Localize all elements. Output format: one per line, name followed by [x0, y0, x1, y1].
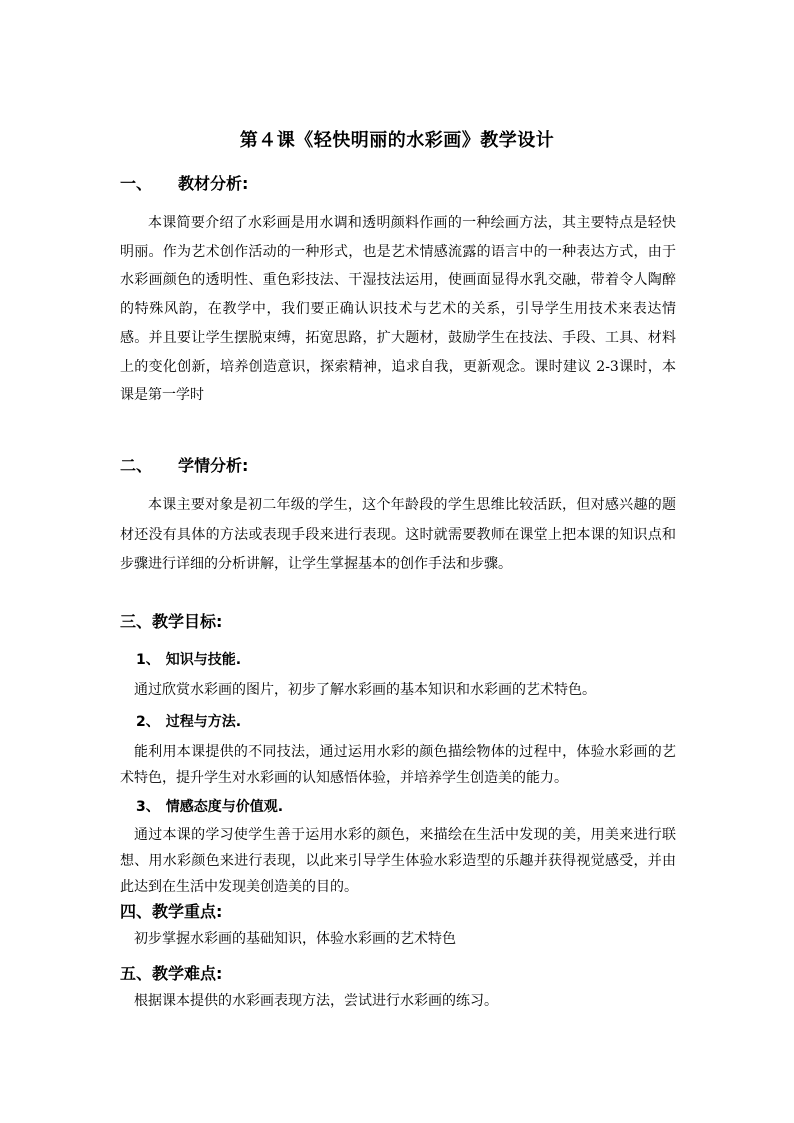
sub-number: 2、	[136, 714, 160, 730]
section-heading-teaching-goals: 三、教学目标:	[120, 612, 223, 631]
paragraph-textbook-analysis: 本课简要介绍了水彩画是用水调和透明颜料作画的一种绘画方法，其主要特点是轻快明丽。作为艺术创作活动的一种形式，也是艺术情感流露的语言中的一种表达方式，由于水彩画颜色的透明性、重色彩技法、干湿技法运用，使画面显得水乳交融，带着令人陶醉的特殊风韵，在教学中，我们要正确认识技术与艺术的关系，引导学生用技术来表达情感。并且要让学生摆脱束缚，拓宽思路，扩大题材，鼓励学生在技法、手段、工具、材料上的变化创新，培养创造意识，探索精神，追求自我，更新观念。课时建议 2-3课时，本课是第一学时	[120, 215, 676, 404]
section-title: 学情分析:	[178, 456, 249, 475]
section-heading-textbook-analysis	[120, 171, 248, 194]
sub-number: 3、	[136, 799, 160, 815]
sub-title: 知识与技能.	[165, 652, 242, 668]
section-number: 一、	[120, 174, 153, 193]
section-number: 二、	[120, 456, 153, 475]
text-knowledge-skills: 通过欣赏水彩画的图片，初步了解水彩画的基本知识和水彩画的艺术特色。	[134, 682, 596, 698]
text-emotion-values: 通过本课的学习使学生善于运用水彩的颜色，来描绘在生活中发现的美，用美来进行联想、用水彩颜色来进行表现，以此来引导学生体验水彩造型的乐趣并获得视觉感受，并由此达到在生活中发现美创造美的目的。	[120, 827, 676, 895]
subheading-process-methods	[136, 711, 241, 731]
sub-title: 过程与方法.	[165, 714, 242, 730]
text-process-methods: 能利用本课提供的不同技法，通过运用水彩的颜色描绘物体的过程中，体验水彩画的艺术特色，提升学生对水彩画的认知感悟体验，并培养学生创造美的能力。	[120, 744, 676, 786]
section-heading-student-analysis	[120, 453, 248, 476]
subheading-emotion-values	[136, 796, 283, 816]
subheading-knowledge-skills	[136, 649, 241, 669]
document-title: 第４课《轻快明丽的水彩画》教学设计	[239, 130, 555, 151]
text-key-points: 初步掌握水彩画的基础知识，体验水彩画的艺术特色	[134, 931, 456, 947]
text-difficulties: 根据课本提供的水彩画表现方法，尝试进行水彩画的练习。	[134, 993, 498, 1009]
section-title: 教材分析:	[178, 174, 249, 193]
paragraph-student-analysis: 本课主要对象是初二年级的学生，这个年龄段的学生思维比较活跃，但对感兴趣的题材还没有具体的方法或表现手段来进行表现。这时就需要教师在课堂上把本课的知识点和步骤进行详细的分析讲解，让学生掌握基本的创作手法和步骤。	[120, 497, 676, 572]
sub-number: 1、	[136, 652, 160, 668]
section-heading-key-points: 四、教学重点:	[120, 902, 223, 921]
section-heading-difficulties: 五、教学难点:	[120, 964, 223, 983]
sub-title: 情感态度与价值观.	[165, 799, 284, 815]
